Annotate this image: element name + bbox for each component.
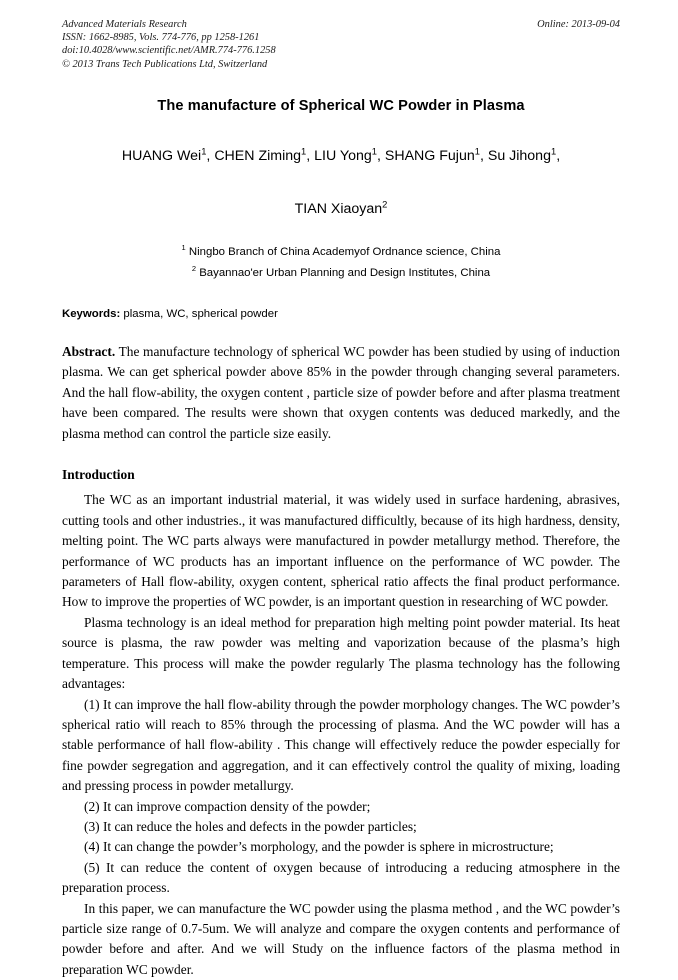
author-affiliation-marker: 2 — [382, 199, 388, 210]
author-affiliation-marker: 1 — [301, 146, 307, 157]
abstract-label: Abstract. — [62, 344, 116, 359]
author-affiliation-marker: 1 — [201, 146, 207, 157]
affiliation-1 — [62, 242, 620, 263]
journal-name: Advanced Materials Research — [62, 19, 187, 30]
abstract-text: The manufacture technology of spherical WC powder has been studied by using of induction plasma. We can get spherical powder above 85% in the powder through changing several parameters. And the hall flow-ability, the oxygen content , particle size of powder before and after plasma treatment have been compared. The results were shown that oxygen contents was deduced markedly, and the plasma method can control the particle size easily. — [62, 344, 620, 441]
author-separator: , — [556, 148, 561, 164]
author-su-jihong — [488, 148, 560, 164]
paragraph: (1) It can improve the hall flow-ability through the powder morphology changes. The WC powder’s spherical ratio will reach to 85% through the processing of plasma. And the WC powder will has a stable performance of hall flow-ability . This change will effectively reduce the powder especially for fine powder segregation and aggregation, and it can effectively control the quality of mixing, loading and pressing process in powder metallurgy. — [62, 696, 620, 794]
author-huang-wei — [122, 148, 214, 164]
author-separator: , — [376, 148, 385, 164]
journal-copyright-line: © 2013 Trans Tech Publications Ltd, Switzerland — [62, 58, 268, 70]
introduction-body — [62, 490, 620, 980]
author-name: HUANG Wei — [121, 148, 202, 164]
journal-doi-line: doi:10.4028/www.scientific.net/AMR.774-776.1258 — [62, 45, 276, 57]
keywords-line — [62, 306, 620, 322]
paragraph: (2) It can improve compaction density of the powder; — [84, 798, 371, 814]
paragraph: (3) It can reduce the holes and defects in the powder particles; — [84, 818, 417, 834]
author-separator: , — [206, 148, 215, 164]
author-name: TIAN Xiaoyan — [294, 201, 383, 217]
affiliation-2 — [62, 263, 620, 284]
author-affiliation-marker: 1 — [474, 146, 480, 157]
author-affiliation-marker: 1 — [371, 146, 377, 157]
paragraph: In this paper, we can manufacture the WC powder using the plasma method , and the WC powder’s particle size range of 0.7-5um. We will analyze and compare the oxygen contents and performance of powder before and after. And we will Study on the influence factors of the plasma method in preparation WC powder. — [62, 900, 620, 977]
author-name: CHEN Ziming — [214, 148, 302, 164]
section-heading-introduction: Introduction — [62, 467, 135, 483]
paragraph: (4) It can change the powder’s morphology, and the powder is sphere in microstructure; — [84, 839, 554, 855]
author-list-line-2 — [62, 199, 620, 219]
affiliation-marker: 2 — [191, 264, 197, 274]
paragraph: (5) It can reduce the content of oxygen because of introducing a reducing atmosphere in the preparation process. — [62, 859, 620, 896]
author-separator: , — [306, 148, 315, 164]
paragraph: Plasma technology is an ideal method for preparation high melting point powder material. Its heat source is plasma, the raw powder was melting and vaporization because of the plasma’s high temperature. This process will make the powder regularly The plasma technology has the following advantages: — [62, 614, 620, 692]
page-title: The manufacture of Spherical WC Powder in Plasma — [157, 98, 525, 114]
keywords-value: plasma, WC, spherical powder — [123, 308, 278, 320]
author-affiliation-marker: 1 — [550, 146, 557, 157]
author-name: SHANG Fujun — [384, 148, 475, 164]
affiliation-text: Ningbo Branch of China Academyof Ordnance science, China — [188, 246, 501, 258]
author-separator: , — [479, 148, 488, 164]
abstract-section — [62, 342, 620, 444]
author-chen-ziming — [214, 148, 314, 164]
affiliation-list — [62, 242, 620, 284]
author-tian-xiaoyan — [295, 201, 388, 217]
author-liu-yong — [314, 148, 385, 164]
author-list-line-1 — [62, 146, 620, 166]
author-shang-fujun — [385, 148, 488, 164]
keywords-label: Keywords: — [62, 308, 121, 320]
affiliation-marker: 1 — [181, 243, 186, 253]
paragraph: The WC as an important industrial material, it was widely used in surface hardening, abrasives, cutting tools and other industries., it was manufactured difficultly, because of its high hardness, density, melting point. The WC parts always were manufactured in powder metallurgy method. Therefore, the performance of WC products has an important influence on the performance of WC powder. The parameters of Hall flow-ability, oxygen content, spherical ratio affects the final product performance. How to improve the properties of WC powder, is an important question in researching of WC powder. — [62, 492, 620, 610]
affiliation-text: Bayannao'er Urban Planning and Design Institutes, China — [199, 267, 491, 279]
journal-masthead — [62, 18, 620, 76]
author-name: Su Jihong — [487, 148, 551, 164]
author-name: LIU Yong — [314, 148, 372, 164]
online-date-label: Online: 2013-09-04 — [537, 19, 620, 30]
journal-issn-line: ISSN: 1662-8985, Vols. 774-776, pp 1258-1261 — [62, 32, 260, 44]
